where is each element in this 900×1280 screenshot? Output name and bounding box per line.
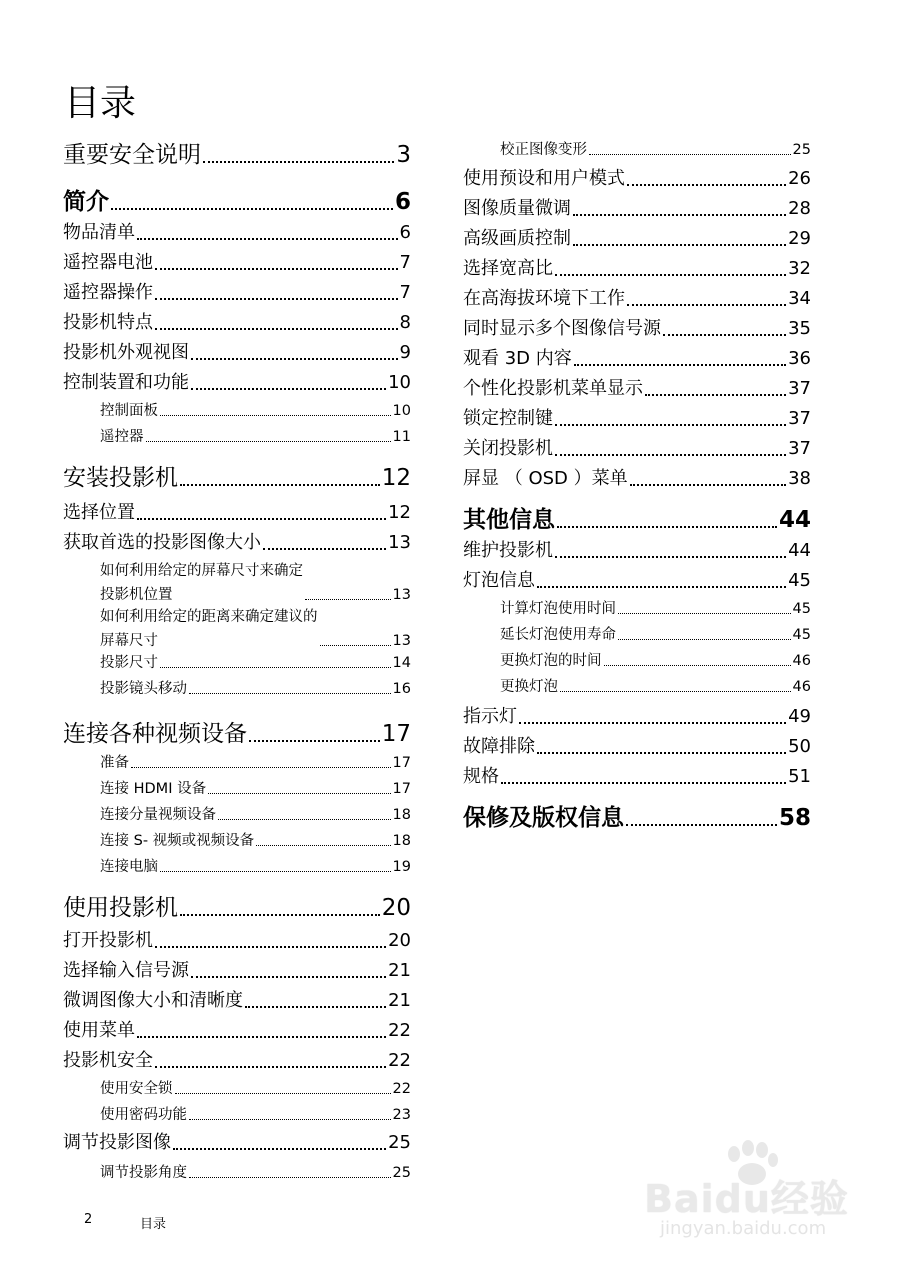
toc-entry-title-line: 遥控器操作 xyxy=(63,282,153,303)
toc-entry[interactable] xyxy=(100,831,411,851)
dot-leader xyxy=(189,1177,391,1178)
toc-entry-title xyxy=(463,569,535,593)
toc-entry-title-line: 保修及版权信息 xyxy=(463,805,624,831)
toc-entry-title-line: 选择位置 xyxy=(63,502,135,523)
toc-entry[interactable] xyxy=(100,561,411,605)
toc-entry-page: 45 xyxy=(792,627,811,643)
toc-entry[interactable] xyxy=(463,765,811,789)
toc-entry-title xyxy=(63,281,153,305)
toc-entry-title xyxy=(463,257,553,281)
toc-entry-title-line: 屏显 （ OSD ）菜单 xyxy=(463,468,628,489)
toc-entry-page: 17 xyxy=(392,755,411,771)
dot-leader xyxy=(574,364,786,366)
dot-leader xyxy=(208,793,390,794)
toc-entry[interactable] xyxy=(63,463,411,493)
dot-leader xyxy=(189,1119,391,1120)
toc-entry-page: 22 xyxy=(392,1081,411,1097)
footer-section-label: 目录 xyxy=(140,1217,167,1232)
toc-entry[interactable] xyxy=(463,257,811,281)
toc-entry-title xyxy=(63,989,243,1013)
toc-entry-title-line: 连接各种视频设备 xyxy=(63,721,247,747)
watermark-logo: Baidu经验 xyxy=(644,1177,849,1221)
toc-entry-page: 44 xyxy=(778,507,811,533)
toc-entry[interactable] xyxy=(500,599,811,619)
dot-leader xyxy=(155,268,398,270)
toc-entry-title xyxy=(100,857,158,877)
toc-entry-title-line: 高级画质控制 xyxy=(463,228,571,249)
toc-entry-page: 22 xyxy=(388,1020,411,1041)
toc-entry[interactable] xyxy=(463,467,811,491)
dot-leader xyxy=(173,1148,386,1150)
toc-entry-title-line: 故障排除 xyxy=(463,736,535,757)
dot-leader xyxy=(191,358,398,360)
toc-entry-page: 37 xyxy=(788,438,811,459)
toc-entry[interactable] xyxy=(463,197,811,221)
toc-entry-title xyxy=(63,1049,153,1073)
toc-entry-page: 46 xyxy=(792,679,811,695)
toc-entry-page: 23 xyxy=(392,1107,411,1123)
toc-entry-title xyxy=(63,893,178,923)
toc-entry-page: 45 xyxy=(792,601,811,617)
dot-leader xyxy=(555,424,786,426)
toc-entry[interactable] xyxy=(463,437,811,461)
dot-leader xyxy=(160,667,391,668)
toc-entry-title xyxy=(63,140,201,170)
toc-entry-page: 12 xyxy=(388,502,411,523)
toc-entry[interactable] xyxy=(63,893,411,923)
dot-leader xyxy=(256,845,390,846)
watermark-url: jingyan.baidu.com xyxy=(660,1218,827,1239)
dot-leader xyxy=(645,394,786,396)
toc-entry-title-line: 灯泡信息 xyxy=(463,570,535,591)
toc-entry-page: 20 xyxy=(388,930,411,951)
toc-entry-page: 12 xyxy=(381,465,411,491)
toc-entry-page: 10 xyxy=(388,372,411,393)
toc-entry[interactable] xyxy=(100,653,411,673)
toc-entry[interactable] xyxy=(63,1049,411,1073)
toc-entry-page: 3 xyxy=(396,142,411,168)
toc-entry[interactable] xyxy=(500,677,811,697)
dot-leader xyxy=(320,645,391,646)
toc-entry-title xyxy=(463,467,628,491)
toc-entry-page: 36 xyxy=(788,348,811,369)
toc-entry-title xyxy=(500,599,616,619)
dot-leader xyxy=(137,518,386,520)
toc-entry-title-line: 图像质量微调 xyxy=(463,198,571,219)
toc-entry[interactable] xyxy=(63,371,411,395)
toc-entry-title xyxy=(463,317,661,341)
toc-entry[interactable] xyxy=(500,625,811,645)
toc-entry-title-line: 更换灯泡的时间 xyxy=(500,653,602,669)
toc-entry[interactable] xyxy=(63,140,411,170)
dot-leader xyxy=(537,752,786,754)
toc-entry-title xyxy=(463,197,571,221)
toc-entry[interactable] xyxy=(463,347,811,371)
toc-entry-title xyxy=(63,501,135,525)
toc-entry-title xyxy=(100,679,187,699)
toc-entry-title xyxy=(100,653,158,673)
toc-entry[interactable] xyxy=(100,1105,411,1125)
toc-entry-page: 19 xyxy=(392,859,411,875)
toc-entry-title-line: 投影机安全 xyxy=(63,1050,153,1071)
dot-leader xyxy=(618,639,791,640)
toc-entry-title-line: 使用密码功能 xyxy=(100,1107,187,1123)
toc-entry[interactable] xyxy=(63,719,411,749)
toc-entry-title xyxy=(463,705,517,729)
footer-page-number: 2 xyxy=(84,1212,93,1227)
dot-leader xyxy=(618,613,791,614)
toc-entry[interactable] xyxy=(500,651,811,671)
dot-leader xyxy=(155,946,386,948)
toc-entry[interactable] xyxy=(63,959,411,983)
dot-leader xyxy=(604,665,791,666)
toc-entry-page: 34 xyxy=(788,288,811,309)
dot-leader xyxy=(155,1066,386,1068)
toc-entry-title xyxy=(463,765,499,789)
toc-entry-page: 25 xyxy=(792,142,811,158)
toc-entry[interactable] xyxy=(100,1079,411,1099)
toc-entry-title xyxy=(100,779,206,799)
toc-entry-page: 8 xyxy=(399,312,411,333)
dot-leader xyxy=(249,740,380,742)
toc-entry-page: 51 xyxy=(788,766,811,787)
toc-entry-page: 37 xyxy=(788,378,811,399)
toc-entry-page: 6 xyxy=(399,222,411,243)
toc-entry-title-line: 计算灯泡使用时间 xyxy=(500,601,616,617)
toc-entry-title-line: 使用投影机 xyxy=(63,895,178,921)
toc-entry[interactable] xyxy=(100,427,411,447)
toc-entry-title-line: 连接 HDMI 设备 xyxy=(100,781,207,797)
toc-entry-title xyxy=(63,719,247,749)
toc-entry-title xyxy=(63,1131,171,1155)
dot-leader xyxy=(519,722,786,724)
toc-entry-page: 44 xyxy=(788,540,811,561)
dot-leader xyxy=(160,415,391,416)
toc-entry-title xyxy=(100,561,303,605)
toc-entry-title-line: 投影尺寸 xyxy=(100,655,158,671)
page-title: 目录 xyxy=(64,83,137,124)
toc-entry[interactable] xyxy=(63,341,411,365)
toc-entry-title xyxy=(463,735,535,759)
toc-entry-title-line: 选择宽高比 xyxy=(463,258,553,279)
toc-entry-title-line: 遥控器电池 xyxy=(63,252,153,273)
dot-leader xyxy=(627,184,786,186)
dot-leader xyxy=(160,871,391,872)
toc-entry[interactable] xyxy=(463,377,811,401)
toc-entry[interactable] xyxy=(463,803,811,833)
toc-entry-title-line: 如何利用给定的距离来确定建议的 xyxy=(100,609,318,625)
toc-entry[interactable] xyxy=(100,857,411,877)
toc-entry-title-line: 个性化投影机菜单显示 xyxy=(463,378,643,399)
dot-leader xyxy=(537,586,786,588)
toc-entry-title xyxy=(500,677,558,697)
dot-leader xyxy=(630,484,786,486)
toc-entry-page: 16 xyxy=(392,681,411,697)
toc-entry-page: 21 xyxy=(388,990,411,1011)
toc-entry-title-line: 投影机位置 xyxy=(100,587,173,603)
toc-entry-title-line: 其他信息 xyxy=(463,507,555,533)
toc-entry-title xyxy=(463,287,625,311)
toc-entry-title-line: 规格 xyxy=(463,766,499,787)
toc-entry-title-line: 简介 xyxy=(63,189,109,215)
toc-entry-title xyxy=(63,929,153,953)
baidu-jingyan-watermark xyxy=(640,1140,860,1250)
dot-leader xyxy=(589,154,791,155)
toc-entry[interactable] xyxy=(63,929,411,953)
toc-entry[interactable] xyxy=(463,407,811,431)
toc-entry-title xyxy=(500,140,587,160)
toc-entry[interactable] xyxy=(463,317,811,341)
toc-entry-title xyxy=(100,1163,187,1183)
toc-entry-title-line: 打开投影机 xyxy=(63,930,153,951)
toc-entry[interactable] xyxy=(463,287,811,311)
toc-entry[interactable] xyxy=(63,221,411,245)
toc-entry[interactable] xyxy=(100,679,411,699)
toc-entry-page: 10 xyxy=(392,403,411,419)
toc-entry[interactable] xyxy=(63,311,411,335)
toc-entry[interactable] xyxy=(500,140,811,160)
toc-entry-page: 49 xyxy=(788,706,811,727)
toc-entry-title-line: 控制面板 xyxy=(100,403,158,419)
dot-leader xyxy=(555,556,786,558)
toc-entry-title-line: 控制装置和功能 xyxy=(63,372,189,393)
toc-entry-title xyxy=(463,539,553,563)
toc-entry-page: 9 xyxy=(399,342,411,363)
dot-leader xyxy=(146,441,391,442)
dot-leader xyxy=(263,548,386,550)
toc-entry-page: 13 xyxy=(392,633,411,649)
toc-entry-page: 6 xyxy=(394,189,411,215)
toc-entry-title-line: 更换灯泡 xyxy=(500,679,558,695)
toc-entry-title xyxy=(100,1079,173,1099)
dot-leader xyxy=(191,976,386,978)
dot-leader xyxy=(560,691,791,692)
toc-entry[interactable] xyxy=(63,1131,411,1155)
toc-entry-title-line: 在高海拔环境下工作 xyxy=(463,288,625,309)
toc-entry-title xyxy=(63,531,261,555)
toc-entry-page: 11 xyxy=(392,429,411,445)
toc-entry-title-line: 锁定控制键 xyxy=(463,408,553,429)
dot-leader xyxy=(189,693,391,694)
toc-entry-title xyxy=(463,803,624,833)
toc-entry[interactable] xyxy=(63,989,411,1013)
toc-entry-page: 37 xyxy=(788,408,811,429)
toc-entry-page: 14 xyxy=(392,655,411,671)
dot-leader xyxy=(573,244,786,246)
toc-entry-title-line: 关闭投影机 xyxy=(463,438,553,459)
toc-entry-title-line: 重要安全说明 xyxy=(63,142,201,168)
toc-entry-title xyxy=(463,377,643,401)
dot-leader xyxy=(131,767,391,768)
dot-leader xyxy=(218,819,391,820)
toc-entry-title xyxy=(63,187,109,217)
toc-entry-title-line: 物品清单 xyxy=(63,222,135,243)
toc-entry-title-line: 观看 3D 内容 xyxy=(463,348,572,369)
dot-leader xyxy=(203,161,394,163)
dot-leader xyxy=(663,334,786,336)
toc-entry-title-line: 连接 S- 视频或视频设备 xyxy=(100,833,255,849)
toc-entry-title-line: 连接电脑 xyxy=(100,859,158,875)
toc-entry-title xyxy=(63,341,189,365)
toc-entry-page: 18 xyxy=(392,833,411,849)
toc-entry-title xyxy=(463,227,571,251)
toc-entry[interactable] xyxy=(63,187,411,217)
dot-leader xyxy=(245,1006,386,1008)
toc-entry-title-line: 调节投影角度 xyxy=(100,1165,187,1181)
toc-entry-title xyxy=(463,167,625,191)
toc-entry-title xyxy=(63,1019,135,1043)
toc-entry-page: 22 xyxy=(388,1050,411,1071)
toc-entry-title xyxy=(100,427,144,447)
toc-entry-title-line: 如何利用给定的屏幕尺寸来确定 xyxy=(100,563,303,579)
dot-leader xyxy=(180,484,380,486)
toc-entry-page: 25 xyxy=(392,1165,411,1181)
toc-entry[interactable] xyxy=(463,705,811,729)
toc-entry[interactable] xyxy=(463,167,811,191)
toc-entry-page: 7 xyxy=(399,252,411,273)
toc-entry-title-line: 校正图像变形 xyxy=(500,142,587,158)
dot-leader xyxy=(111,208,393,210)
toc-entry-title-line: 调节投影图像 xyxy=(63,1132,171,1153)
toc-entry-page: 18 xyxy=(392,807,411,823)
dot-leader xyxy=(180,914,380,916)
toc-entry-title xyxy=(100,753,129,773)
dot-leader xyxy=(305,599,391,600)
toc-entry-title xyxy=(63,463,178,493)
toc-entry-page: 17 xyxy=(381,721,411,747)
toc-entry-title-line: 延长灯泡使用寿命 xyxy=(500,627,616,643)
dot-leader xyxy=(175,1093,391,1094)
toc-entry-page: 13 xyxy=(392,587,411,603)
toc-entry-title-line: 遥控器 xyxy=(100,429,144,445)
toc-entry-page: 7 xyxy=(399,282,411,303)
toc-entry[interactable] xyxy=(100,401,411,421)
toc-entry[interactable] xyxy=(100,779,411,799)
dot-leader xyxy=(191,388,386,390)
toc-entry-title-line: 连接分量视频设备 xyxy=(100,807,216,823)
toc-entry[interactable] xyxy=(100,1163,411,1183)
dot-leader xyxy=(627,304,786,306)
toc-entry-title xyxy=(100,805,216,825)
toc-entry-title-line: 获取首选的投影图像大小 xyxy=(63,532,261,553)
toc-entry-title xyxy=(100,607,318,651)
dot-leader xyxy=(573,214,786,216)
dot-leader xyxy=(555,274,786,276)
toc-entry-title xyxy=(463,347,572,371)
toc-entry-title-line: 指示灯 xyxy=(463,706,517,727)
toc-entry-page: 29 xyxy=(788,228,811,249)
toc-entry-title xyxy=(63,959,189,983)
toc-entry[interactable] xyxy=(463,735,811,759)
toc-entry-page: 38 xyxy=(788,468,811,489)
toc-entry-title-line: 选择输入信号源 xyxy=(63,960,189,981)
toc-entry-title xyxy=(63,311,153,335)
toc-entry-title-line: 准备 xyxy=(100,755,129,771)
toc-entry-page: 50 xyxy=(788,736,811,757)
toc-entry[interactable] xyxy=(100,607,411,651)
toc-entry-title-line: 安装投影机 xyxy=(63,465,178,491)
toc-entry-title xyxy=(100,831,254,851)
toc-entry[interactable] xyxy=(100,805,411,825)
toc-entry-title xyxy=(63,251,153,275)
toc-entry[interactable] xyxy=(63,501,411,525)
toc-entry-title xyxy=(463,505,555,535)
toc-entry-page: 20 xyxy=(381,895,411,921)
toc-entry-title xyxy=(500,625,616,645)
toc-entry-title xyxy=(100,1105,187,1125)
dot-leader xyxy=(501,782,786,784)
toc-entry[interactable] xyxy=(63,1019,411,1043)
toc-entry-page: 21 xyxy=(388,960,411,981)
toc-entry-title-line: 屏幕尺寸 xyxy=(100,633,158,649)
toc-entry-page: 58 xyxy=(778,805,811,831)
toc-entry-title-line: 使用菜单 xyxy=(63,1020,135,1041)
toc-entry[interactable] xyxy=(100,753,411,773)
dot-leader xyxy=(626,824,777,826)
toc-entry-page: 17 xyxy=(392,781,411,797)
toc-entry-page: 35 xyxy=(788,318,811,339)
toc-entry-title-line: 同时显示多个图像信号源 xyxy=(463,318,661,339)
toc-entry-title-line: 维护投影机 xyxy=(463,540,553,561)
toc-entry-page: 13 xyxy=(388,532,411,553)
toc-entry-page: 32 xyxy=(788,258,811,279)
toc-entry[interactable] xyxy=(463,539,811,563)
toc-entry-title-line: 使用安全锁 xyxy=(100,1081,173,1097)
toc-entry-title xyxy=(100,401,158,421)
toc-entry-page: 45 xyxy=(788,570,811,591)
toc-entry[interactable] xyxy=(63,251,411,275)
toc-entry-page: 26 xyxy=(788,168,811,189)
toc-entry-page: 25 xyxy=(388,1132,411,1153)
toc-entry-page: 46 xyxy=(792,653,811,669)
dot-leader xyxy=(137,1036,386,1038)
toc-entry-page: 28 xyxy=(788,198,811,219)
dot-leader xyxy=(555,454,786,456)
dot-leader xyxy=(155,298,398,300)
toc-entry-title-line: 微调图像大小和清晰度 xyxy=(63,990,243,1011)
toc-entry-title-line: 投影机外观视图 xyxy=(63,342,189,363)
toc-entry-title-line: 使用预设和用户模式 xyxy=(463,168,625,189)
toc-entry-title xyxy=(463,407,553,431)
toc-entry-title-line: 投影机特点 xyxy=(63,312,153,333)
dot-leader xyxy=(137,238,398,240)
toc-entry[interactable] xyxy=(63,281,411,305)
dot-leader xyxy=(155,328,398,330)
toc-entry[interactable] xyxy=(463,505,811,535)
toc-entry-title xyxy=(500,651,602,671)
toc-entry[interactable] xyxy=(63,531,411,555)
toc-entry-title-line: 投影镜头移动 xyxy=(100,681,187,697)
toc-entry[interactable] xyxy=(463,569,811,593)
toc-entry-title xyxy=(63,221,135,245)
toc-entry[interactable] xyxy=(463,227,811,251)
toc-entry-title xyxy=(63,371,189,395)
dot-leader xyxy=(557,526,777,528)
toc-entry-title xyxy=(463,437,553,461)
